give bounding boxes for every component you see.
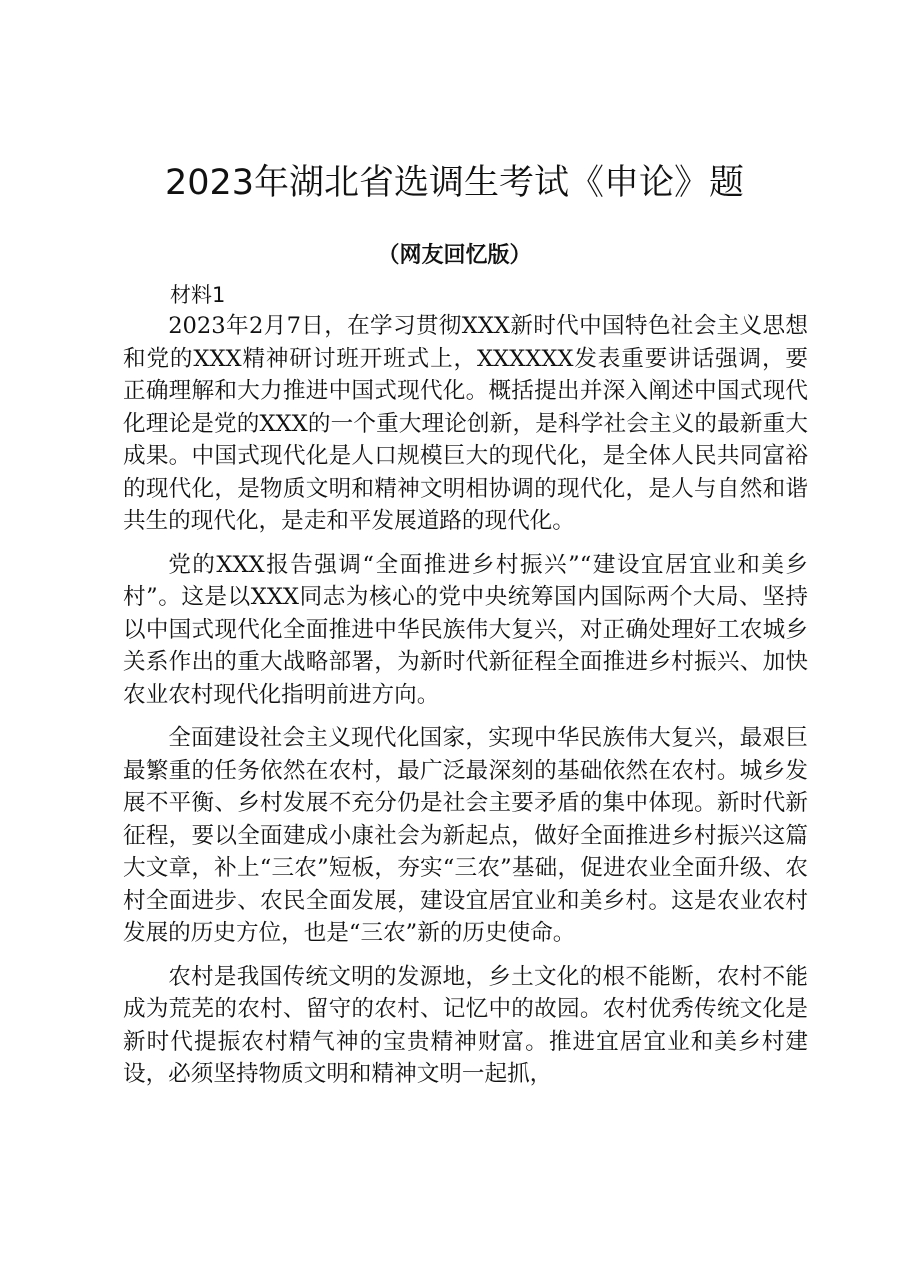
document-title: 2023年湖北省选调生考试《申论》题 [164,163,745,203]
material-label: 材料1 [170,283,226,307]
document-body [123,310,808,1102]
paragraph: 2023年2月7日，在学习贯彻XXX新时代中国特色社会主义思想和党的XXX精神研讨班开班式上，XXXXXX发表重要讲话强调，要正确理解和大力推进中国式现代化。概括提出并深入阐述中国式现代化理论是党的XXX的一个重大理论创新，是科学社会主义的最新重大成果。中国式现代化是人口规模巨大的现代化，是全体人民共同富裕的现代化，是物质文明和精神文明相协调的现代化，是人与自然和谐共生的现代化，是走和平发展道路的现代化。 [123,313,808,534]
paragraph: 党的XXX报告强调“全面推进乡村振兴”“建设宜居宜业和美乡村”。这是以XXX同志为核心的党中央统筹国内国际两个大局、坚持以中国式现代化全面推进中华民族伟大复兴，对正确处理好工农城乡关系作出的重大战略部署，为新时代新征程全面推进乡村振兴、加快农业农村现代化指明前进方向。 [123,551,808,708]
document-subtitle: （网友回忆版） [377,242,532,268]
paragraph: 农村是我国传统文明的发源地，乡土文化的根不能断，农村不能成为荒芜的农村、留守的农村、记忆中的故园。农村优秀传统文化是新时代提振农村精气神的宝贵精神财富。推进宜居宜业和美乡村建设，必须坚持物质文明和精神文明一起抓， [123,963,808,1087]
paragraph: 全面建设社会主义现代化国家，实现中华民族伟大复兴，最艰巨最繁重的任务依然在农村，最广泛最深刻的基础依然在农村。城乡发展不平衡、乡村发展不充分仍是社会主要矛盾的集中体现。新时代新征程，要以全面建成小康社会为新起点，做好全面推进乡村振兴这篇大文章，补上“三农”短板，夯实“三农”基础，促进农业全面升级、农村全面进步、农民全面发展，建设宜居宜业和美乡村。这是农业农村发展的历史方位，也是“三农”新的历史使命。 [123,725,808,946]
